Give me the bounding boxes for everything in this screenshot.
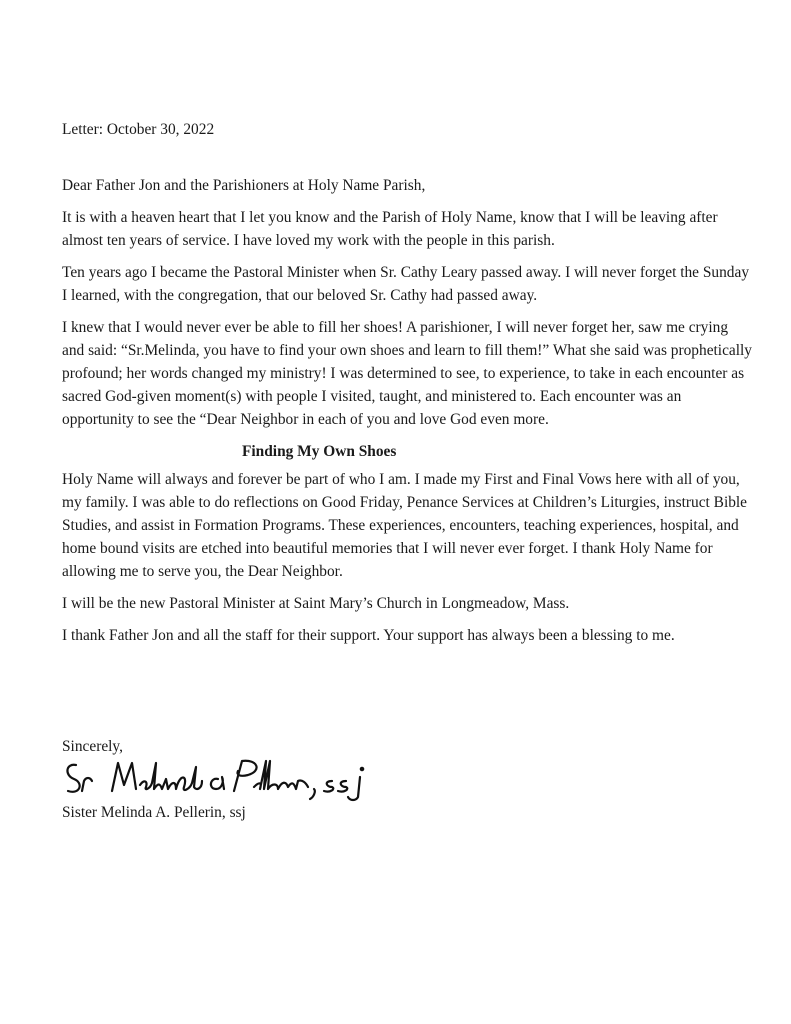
section-heading: Finding My Own Shoes: [242, 443, 397, 460]
paragraph-thanks: I thank Father Jon and all the staff for their support. Your support has always been a blessing to me.: [62, 627, 675, 644]
paragraph-history: Ten years ago I became the Pastoral Minister when Sr. Cathy Leary passed away. I will never forget the Sunday I learned, with the congregation, that our beloved Sr. Cathy had passed away.: [62, 264, 750, 304]
signer-name: Sister Melinda A. Pellerin, ssj: [62, 804, 246, 821]
letter-date: Letter: October 30, 2022: [62, 121, 215, 138]
paragraph-new-position: I will be the new Pastoral Minister at Saint Mary’s Church in Longmeadow, Mass.: [62, 595, 570, 612]
letter-body: [62, 118, 752, 656]
handwritten-signature: [62, 753, 402, 803]
paragraph-memories: Holy Name will always and forever be part of who I am. I made my First and Final Vows here with all of you, my family. I was able to do reflections on Good Friday, Penance Services at Children’s Liturgies, instruct Bible Studies, and assist in Formation Programs. These experiences, encounters, teaching experiences, hospital, and home bound visits are etched into beautiful memories that I will never ever forget. I thank Holy Name for allowing me to serve you, the Dear Neighbor.: [62, 471, 748, 580]
salutation: Dear Father Jon and the Parishioners at Holy Name Parish,: [62, 177, 426, 194]
closing: Sincerely,: [62, 738, 123, 755]
paragraph-farewell: It is with a heaven heart that I let you know and the Parish of Holy Name, know that I will be leaving after almost ten years of service. I have loved my work with the people in this parish.: [62, 209, 718, 249]
paragraph-shoes: I knew that I would never ever be able to fill her shoes! A parishioner, I will never forget her, saw me crying and said: “Sr.Melinda, you have to find your own shoes and learn to fill them!” What she said was prophetically profound; her words changed my ministry! I was determined to see, to experience, to take in each encounter as sacred God-given moment(s) with people I visited, taught, and ministered to. Each encounter was an opportunity to see the “Dear Neighbor in each of you and love God even more.: [62, 319, 752, 428]
